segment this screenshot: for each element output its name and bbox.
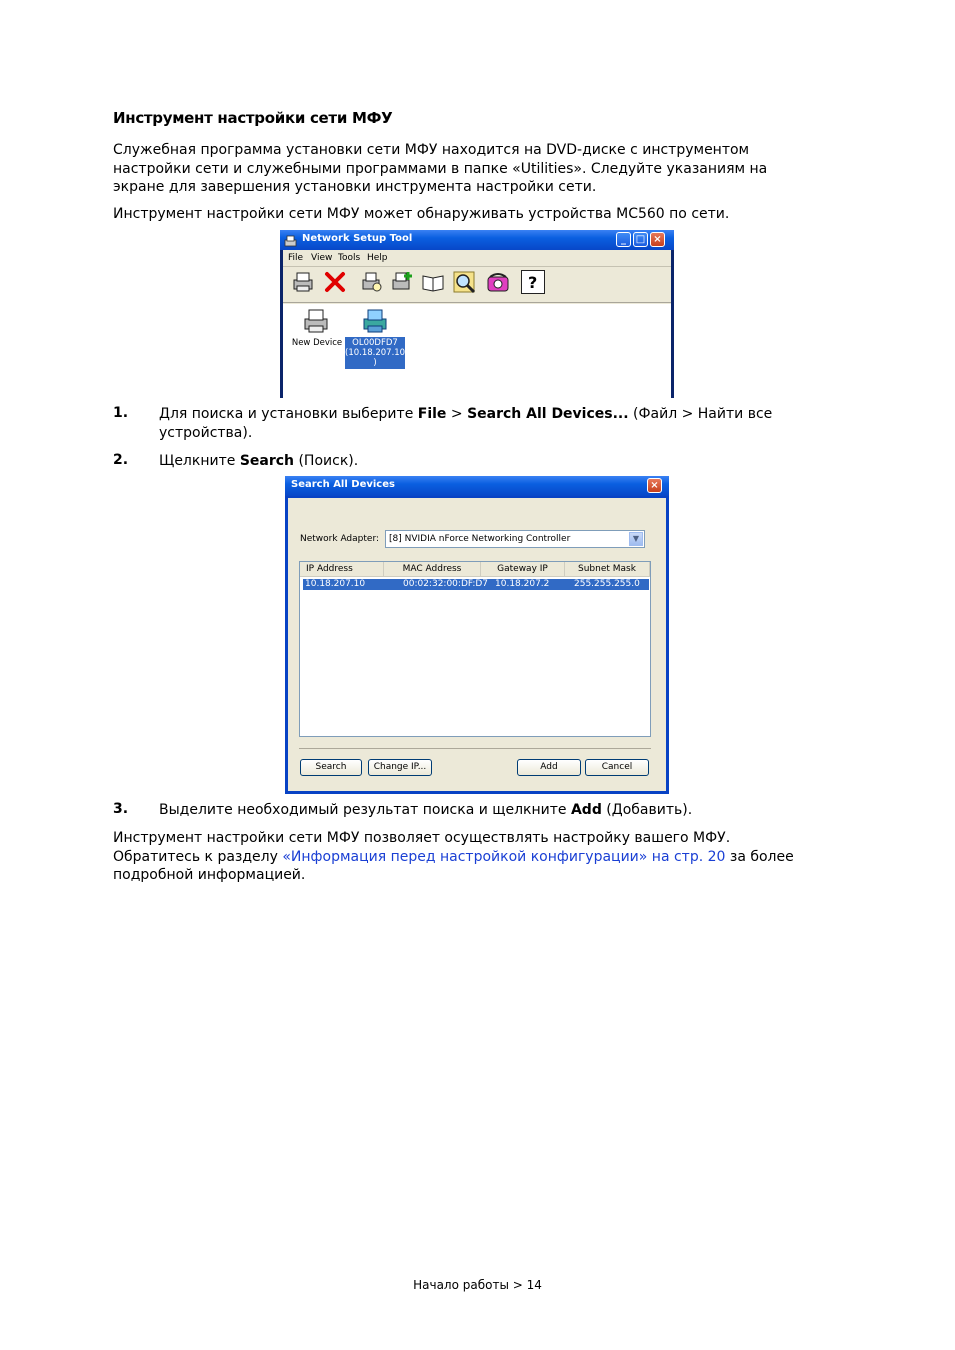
closing-line-3: подробной информацией. bbox=[113, 867, 306, 883]
adapter-value: [8] NVIDIA nForce Networking Controller bbox=[389, 534, 571, 544]
step-3-text: Выделите необходимый результат поиска и щелкните Add (Добавить). bbox=[159, 802, 693, 818]
menu-view[interactable]: View bbox=[311, 253, 333, 263]
results-listview bbox=[299, 561, 651, 737]
closing-paragraph bbox=[113, 829, 873, 885]
detect-paragraph: Инструмент настройки сети МФУ может обнаруживать устройства MC560 по сети. bbox=[113, 206, 730, 222]
menu-help[interactable]: Help bbox=[367, 253, 388, 263]
column-ip-address[interactable]: IP Address bbox=[300, 562, 384, 576]
toolbar-divider bbox=[283, 302, 671, 303]
network-setup-tool-window bbox=[280, 230, 674, 398]
minimize-icon[interactable]: _ bbox=[616, 232, 631, 247]
intro-line-3: экране для завершения установки инструмента настройки сети. bbox=[113, 179, 597, 195]
menu-divider bbox=[283, 266, 671, 267]
chevron-down-icon[interactable]: ▼ bbox=[629, 532, 643, 546]
search-all-devices-dialog bbox=[285, 476, 669, 794]
closing-line-2: Обратитесь к разделу «Информация перед настройкой конфигурации» на стр. 20 за более bbox=[113, 848, 794, 865]
closing-line-1: Инструмент настройки сети МФУ позволяет осуществлять настройку вашего МФУ. bbox=[113, 830, 731, 846]
intro-line-2: настройки сети и служебными программами в папке «Utilities». Следуйте указаниям на bbox=[113, 160, 768, 177]
column-gateway-ip[interactable]: Gateway IP bbox=[481, 562, 565, 576]
device-label-new[interactable]: New Device bbox=[291, 338, 343, 348]
delete-x-icon[interactable] bbox=[323, 270, 347, 294]
book-icon[interactable] bbox=[421, 270, 445, 294]
step-3-number: 3. bbox=[113, 801, 129, 817]
intro-line-1: Служебная программа установки сети МФУ находится на DVD-диске с инструментом bbox=[113, 142, 750, 158]
phone-icon[interactable] bbox=[486, 270, 510, 294]
adapter-label: Network Adapter: bbox=[300, 534, 380, 544]
add-button[interactable]: Add bbox=[517, 759, 581, 776]
maximize-icon[interactable]: □ bbox=[633, 232, 648, 247]
config-info-link[interactable]: «Информация перед настройкой конфигурации» на стр. 20 bbox=[282, 848, 726, 865]
app-printer-icon bbox=[284, 233, 297, 246]
menu-tools[interactable]: Tools bbox=[338, 253, 361, 263]
cell-mac: 00:02:32:00:DF:D7 bbox=[403, 579, 489, 589]
step-2-number: 2. bbox=[113, 452, 129, 468]
change-ip-button[interactable]: Change IP... bbox=[368, 759, 432, 776]
step-2-text: Щелкните Search (Поиск). bbox=[159, 453, 359, 469]
cell-gateway: 10.18.207.2 bbox=[495, 579, 550, 589]
section-heading: Инструмент настройки сети МФУ bbox=[113, 109, 393, 127]
intro-paragraph bbox=[113, 141, 853, 197]
column-mac-address[interactable]: MAC Address bbox=[384, 562, 481, 576]
dialog-close-icon[interactable]: × bbox=[647, 478, 662, 493]
step-1-number: 1. bbox=[113, 405, 129, 421]
dialog-body bbox=[288, 498, 666, 791]
dialog-titlebar bbox=[285, 476, 669, 496]
close-icon[interactable]: × bbox=[650, 232, 665, 247]
menu-toolbar-area bbox=[283, 250, 671, 304]
printer-icon[interactable] bbox=[291, 270, 315, 294]
magnifier-icon[interactable] bbox=[453, 270, 477, 294]
search-button[interactable]: Search bbox=[300, 759, 362, 776]
cell-ip: 10.18.207.10 bbox=[305, 579, 366, 589]
device-list-pane bbox=[283, 304, 671, 398]
table-row[interactable] bbox=[303, 579, 649, 590]
column-subnet-mask[interactable]: Subnet Mask bbox=[565, 562, 650, 576]
printer-add-icon[interactable] bbox=[390, 270, 414, 294]
dialog-title: Search All Devices bbox=[291, 479, 395, 490]
button-divider bbox=[299, 748, 651, 749]
cancel-button[interactable]: Cancel bbox=[585, 759, 649, 776]
step-1-text: Для поиска и установки выберите File > Search All Devices... (Файл > Найти все устройства). bbox=[159, 406, 773, 441]
cell-subnet: 255.255.255.0 bbox=[574, 579, 640, 589]
selected-device-printer-icon[interactable] bbox=[361, 307, 389, 335]
adapter-select[interactable] bbox=[385, 530, 645, 548]
printer-search-icon[interactable] bbox=[360, 270, 384, 294]
page-footer: Начало работы > 14 bbox=[413, 1278, 542, 1292]
help-icon[interactable] bbox=[521, 270, 545, 294]
device-label-selected[interactable]: OL00DFD7 (10.18.207.10 ) bbox=[345, 338, 406, 368]
new-device-printer-icon[interactable] bbox=[302, 307, 330, 335]
window-titlebar bbox=[280, 230, 674, 250]
window-title: Network Setup Tool bbox=[302, 233, 413, 244]
menu-file[interactable]: File bbox=[288, 253, 304, 263]
listview-header bbox=[300, 562, 650, 577]
svg-text:?: ? bbox=[528, 273, 538, 292]
